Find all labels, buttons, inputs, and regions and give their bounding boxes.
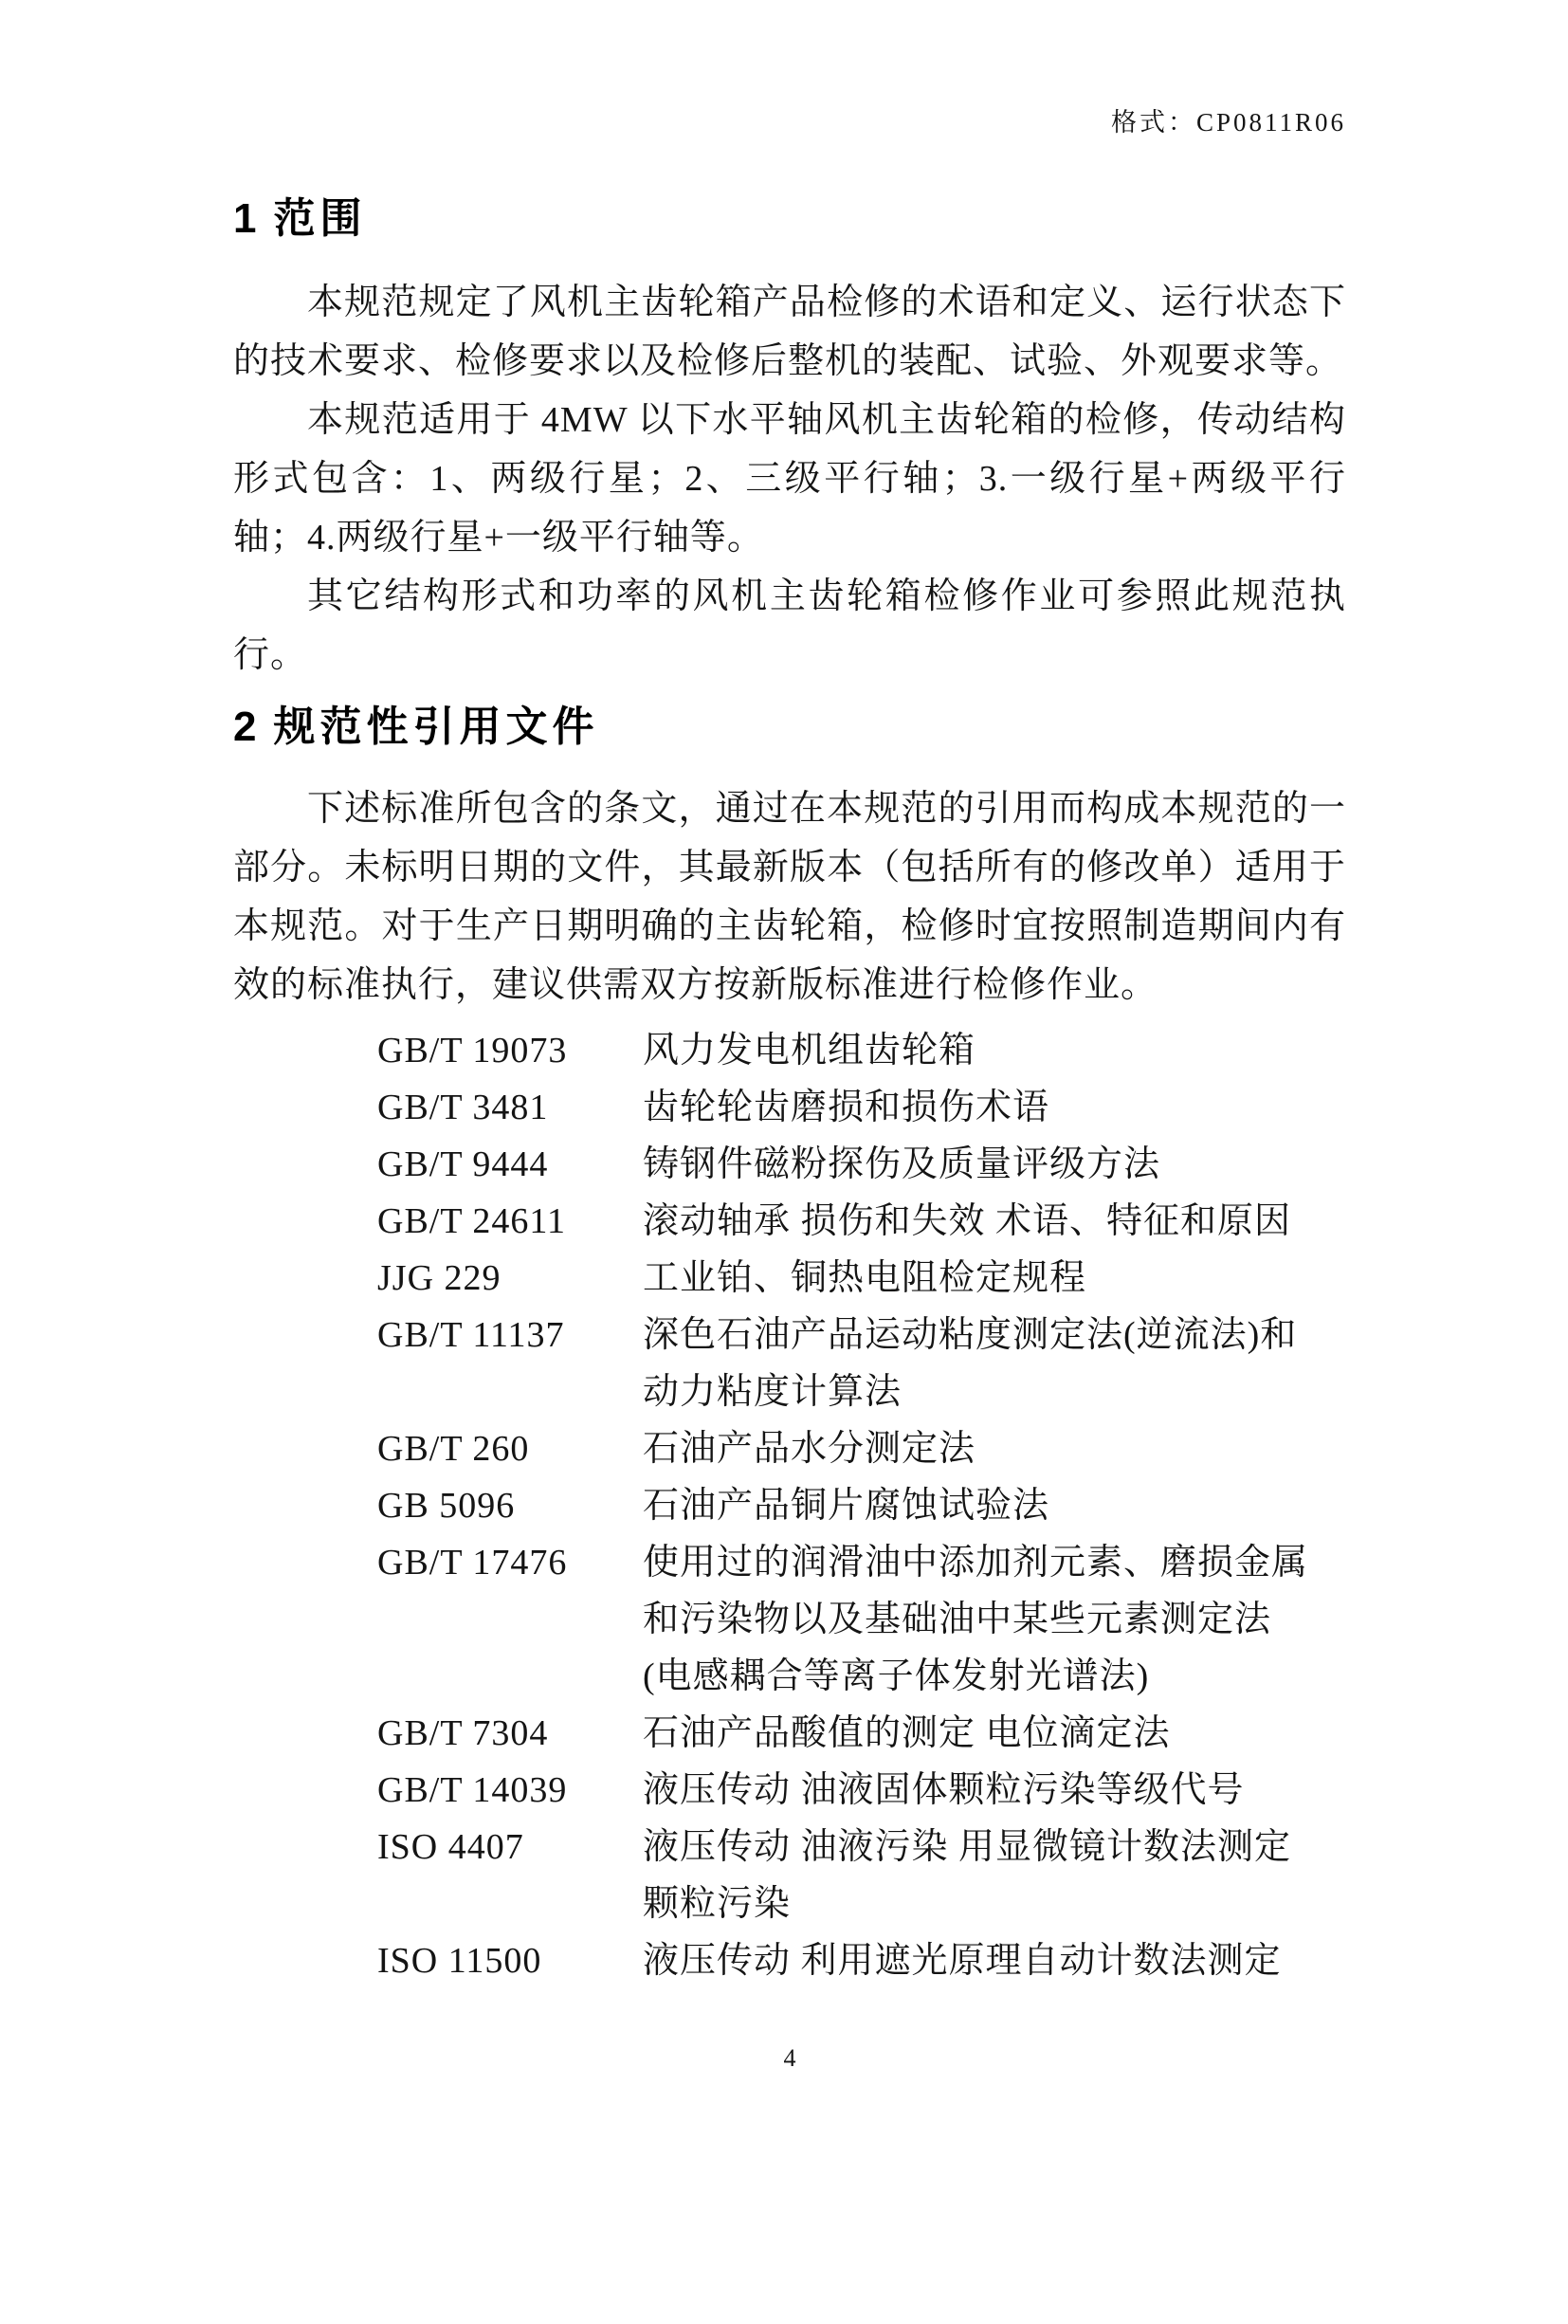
format-code-label: 格式：CP0811R06 bbox=[1110, 108, 1346, 137]
reference-code: JJG 229 bbox=[377, 1258, 501, 1298]
reference-title: 深色石油产品运动粘度测定法(逆流法)和动力粘度计算法 bbox=[643, 1315, 1298, 1412]
reference-code: GB/T 9444 bbox=[377, 1144, 549, 1184]
scope-paragraph-1: 本规范规定了风机主齿轮箱产品检修的术语和定义、运行状态下的技术要求、检修要求以及检修后整机的装配、试验、外观要求等。 bbox=[233, 283, 1346, 381]
reference-title: 工业铂、铜热电阻检定规程 bbox=[643, 1258, 1087, 1298]
reference-row bbox=[377, 1762, 1346, 1819]
reference-title: 液压传动 利用遮光原理自动计数法测定 bbox=[643, 1941, 1282, 1981]
reference-code: GB/T 17476 bbox=[377, 1543, 568, 1583]
reference-code: ISO 4407 bbox=[377, 1827, 524, 1867]
reference-code: GB/T 7304 bbox=[377, 1713, 549, 1753]
reference-code: GB/T 260 bbox=[377, 1429, 530, 1469]
section-2-heading bbox=[233, 702, 1346, 753]
reference-code: GB/T 19073 bbox=[377, 1031, 568, 1071]
reference-title: 液压传动 油液污染 用显微镜计数法测定颗粒污染 bbox=[643, 1827, 1292, 1924]
reference-row bbox=[377, 1477, 1346, 1534]
reference-title: 液压传动 油液固体颗粒污染等级代号 bbox=[643, 1770, 1245, 1810]
reference-title: 风力发电机组齿轮箱 bbox=[643, 1031, 976, 1071]
reference-row bbox=[377, 1705, 1346, 1762]
reference-row bbox=[377, 1079, 1346, 1136]
scope-paragraph-2: 本规范适用于 4MW 以下水平轴风机主齿轮箱的检修，传动结构形式包含：1、两级行星；2、三级平行轴；3.一级行星+两级平行轴；4.两级行星+一级平行轴等。 bbox=[233, 400, 1346, 558]
reference-row bbox=[377, 1022, 1346, 1079]
reference-title: 齿轮轮齿磨损和损伤术语 bbox=[643, 1088, 1050, 1127]
page-number: 4 bbox=[783, 2044, 796, 2072]
references-intro-paragraph: 下述标准所包含的条文，通过在本规范的引用而构成本规范的一部分。未标明日期的文件，其最新版本（包括所有的修改单）适用于本规范。对于生产日期明确的主齿轮箱，检修时宜按照制造期间内有效的标准执行，建议供需双方按新版标准进行检修作业。 bbox=[233, 789, 1346, 1005]
scope-paragraph-3: 其它结构形式和功率的风机主齿轮箱检修作业可参照此规范执行。 bbox=[233, 576, 1346, 675]
reference-code: GB/T 11137 bbox=[377, 1315, 565, 1355]
reference-row bbox=[377, 1819, 1346, 1932]
reference-code: GB/T 3481 bbox=[377, 1088, 549, 1127]
section-1-heading bbox=[233, 193, 1346, 245]
reference-code: GB 5096 bbox=[377, 1486, 516, 1526]
section-2-number: 2 bbox=[233, 704, 257, 750]
reference-code: ISO 11500 bbox=[377, 1941, 542, 1981]
reference-code: GB/T 24611 bbox=[377, 1201, 566, 1241]
reference-title: 石油产品铜片腐蚀试验法 bbox=[643, 1486, 1050, 1526]
reference-row bbox=[377, 1136, 1346, 1193]
reference-row bbox=[377, 1420, 1346, 1477]
section-1-title: 范围 bbox=[273, 195, 367, 242]
reference-code: GB/T 14039 bbox=[377, 1770, 568, 1810]
document-page bbox=[0, 106, 1568, 2324]
reference-title: 石油产品酸值的测定 电位滴定法 bbox=[643, 1713, 1171, 1753]
section-1-number: 1 bbox=[233, 195, 257, 242]
reference-title: 铸钢件磁粉探伤及质量评级方法 bbox=[643, 1144, 1161, 1184]
reference-title: 滚动轴承 损伤和失效 术语、特征和原因 bbox=[643, 1201, 1292, 1241]
reference-list bbox=[377, 1022, 1346, 1989]
reference-row bbox=[377, 1307, 1346, 1420]
reference-row bbox=[377, 1932, 1346, 1989]
reference-row bbox=[377, 1193, 1346, 1250]
reference-row bbox=[377, 1534, 1346, 1705]
reference-row bbox=[377, 1250, 1346, 1307]
reference-title: 石油产品水分测定法 bbox=[643, 1429, 976, 1469]
reference-title: 使用过的润滑油中添加剂元素、磨损金属和污染物以及基础油中某些元素测定法(电感耦合等离子体发射光谱法) bbox=[643, 1543, 1309, 1696]
section-2-title: 规范性引用文件 bbox=[273, 704, 599, 750]
